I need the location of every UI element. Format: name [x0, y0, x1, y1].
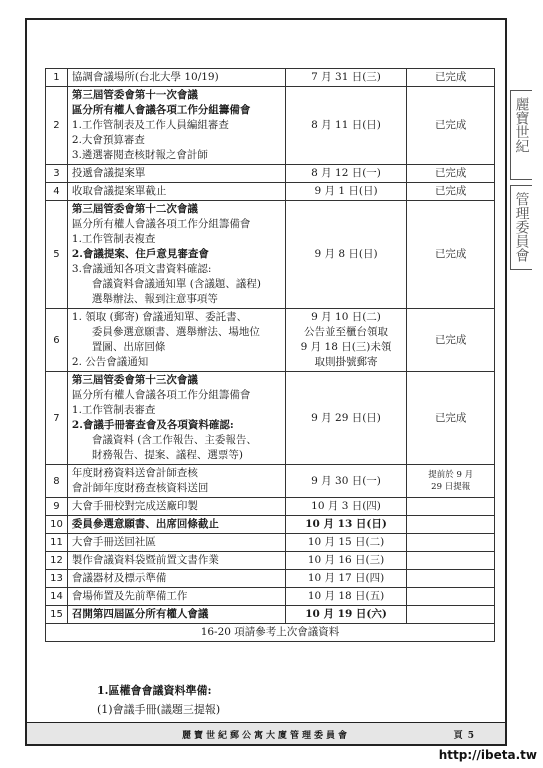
date-cell [285, 201, 407, 309]
task-line: 區分所有權人會議各項工作分組籌備會 [71, 218, 251, 230]
date-cell [285, 534, 407, 552]
date-line: 7 月 31 日(三) [311, 71, 381, 83]
table-row [46, 552, 495, 570]
table-row [46, 69, 495, 87]
date-line: 8 月 12 日(一) [311, 167, 381, 179]
row-number: 15 [46, 606, 68, 624]
table-row [46, 516, 495, 534]
task-cell [67, 183, 285, 201]
row-number: 1 [46, 69, 68, 87]
status-line: 已完成 [434, 119, 467, 131]
table-row [46, 87, 495, 165]
status-cell [407, 498, 495, 516]
date-line: 取則掛號郵寄 [314, 356, 378, 368]
row-number: 5 [46, 201, 68, 309]
footer-title: 麗寶世紀郵公寓大廈管理委員會 [181, 731, 350, 741]
task-cell [67, 165, 285, 183]
task-cell [67, 372, 285, 465]
task-line: 會場佈置及先前準備工作 [71, 590, 188, 602]
table-row [46, 465, 495, 498]
date-cell [285, 372, 407, 465]
task-line: 召開第四屆區分所有權人會議 [71, 608, 209, 620]
side-tab [510, 185, 532, 270]
task-line: 會議資料會議通知單 (含議題、議程) [91, 278, 261, 290]
status-cell [407, 588, 495, 606]
task-line: 2.大會預算審查 [71, 134, 145, 146]
side-tab-label: 管理委員會 [513, 192, 530, 262]
task-line: 投遞會議提案單 [71, 167, 146, 179]
date-line: 9 月 10 日(二) [311, 311, 381, 323]
task-cell [67, 588, 285, 606]
date-cell [285, 606, 407, 624]
status-line: 已完成 [434, 71, 467, 83]
side-tab-label: 麗寶世紀 [513, 97, 530, 153]
status-line: 已完成 [434, 333, 467, 346]
table-note: 16-20 項請參考上次會議資料 [46, 624, 495, 642]
task-line: 第三屆管委會第十一次會議 [71, 89, 198, 101]
status-cell [407, 372, 495, 465]
task-line: 委員參選意願書、選舉辦法、場地位 [91, 326, 260, 338]
table-row [46, 498, 495, 516]
date-line: 9 月 30 日(一) [311, 474, 381, 487]
date-line: 9 月 1 日(日) [314, 185, 378, 197]
date-cell [285, 183, 407, 201]
task-line: 3.會議通知各項文書資料確認: [71, 263, 212, 275]
row-number: 11 [46, 534, 68, 552]
task-line: 1. 領取 (郵寄) 會議通知單、委託書、 [71, 311, 248, 323]
table-row [46, 570, 495, 588]
row-number: 6 [46, 309, 68, 372]
status-cell [407, 465, 495, 498]
date-line: 10 月 19 日(六) [305, 608, 387, 620]
row-number: 7 [46, 372, 68, 465]
task-cell [67, 552, 285, 570]
task-line: 大會手冊送回社區 [71, 536, 156, 548]
task-line: 會議器材及標示準備 [71, 572, 167, 584]
row-number: 14 [46, 588, 68, 606]
task-cell [67, 516, 285, 534]
date-line: 10 月 3 日(四) [311, 500, 381, 512]
task-cell [67, 570, 285, 588]
table-row [46, 534, 495, 552]
status-cell [407, 69, 495, 87]
row-number: 9 [46, 498, 68, 516]
task-cell [67, 465, 285, 498]
task-line: 大會手冊校對完成送廠印製 [71, 500, 198, 512]
row-number: 10 [46, 516, 68, 534]
task-line: 置圖、出席回條 [91, 341, 166, 353]
table-row [46, 201, 495, 309]
task-line: 1.工作管制表審查 [71, 404, 156, 416]
row-number: 8 [46, 465, 68, 498]
task-line: 委員參選意願書、出席回條截止 [71, 518, 219, 530]
status-line: 提前於 9 月 [428, 470, 474, 480]
date-line: 公告並至櫃台領取 [304, 326, 389, 338]
status-cell [407, 201, 495, 309]
table-note-row [46, 624, 495, 642]
task-line: 財務報告、提案、議程、選票等) [91, 449, 244, 461]
date-cell [285, 570, 407, 588]
task-line: 2.會議手冊審查會及各項資料確認: [71, 419, 234, 431]
status-cell [407, 552, 495, 570]
task-line: 協調會議場所(台北大學 10/19) [71, 71, 219, 83]
status-cell [407, 570, 495, 588]
date-line: 9 月 8 日(日) [314, 248, 378, 260]
date-cell [285, 165, 407, 183]
table-row [46, 588, 495, 606]
status-line: 已完成 [434, 248, 467, 260]
status-cell [407, 606, 495, 624]
task-cell [67, 534, 285, 552]
status-cell [407, 309, 495, 372]
section-item: (1)會議手冊(議題三提報) [97, 703, 221, 716]
task-line: 區分所有權人會議各項工作分組籌備會 [71, 389, 251, 401]
date-cell [285, 552, 407, 570]
status-cell [407, 183, 495, 201]
date-cell [285, 516, 407, 534]
row-number: 3 [46, 165, 68, 183]
row-number: 4 [46, 183, 68, 201]
task-line: 製作會議資料袋暨前置文書作業 [71, 554, 219, 566]
status-line: 已完成 [434, 411, 467, 424]
page-footer [27, 722, 505, 744]
task-cell [67, 309, 285, 372]
date-line: 10 月 17 日(四) [307, 572, 385, 584]
status-cell [407, 87, 495, 165]
table-row [46, 606, 495, 624]
task-line: 第三屆管委會第十二次會議 [71, 203, 198, 215]
task-cell [67, 87, 285, 165]
date-cell [285, 87, 407, 165]
table-row [46, 165, 495, 183]
task-cell [67, 69, 285, 87]
task-line: 區分所有權人會議各項工作分組籌備會 [71, 104, 251, 116]
table-row [46, 183, 495, 201]
date-cell [285, 69, 407, 87]
row-number: 2 [46, 87, 68, 165]
date-line: 10 月 15 日(二) [307, 536, 385, 548]
task-line: 會議資料 (含工作報告、主委報告、 [91, 434, 257, 446]
status-cell [407, 534, 495, 552]
table-row [46, 372, 495, 465]
date-line: 10 月 13 日(日) [305, 518, 387, 530]
date-cell [285, 309, 407, 372]
date-line: 10 月 18 日(五) [307, 590, 385, 602]
schedule-table [45, 68, 495, 642]
task-line: 第三屆管委會第十三次會議 [71, 374, 198, 386]
task-cell [67, 201, 285, 309]
side-tab [510, 90, 532, 180]
row-number: 12 [46, 552, 68, 570]
status-line: 已完成 [434, 167, 467, 179]
date-cell [285, 588, 407, 606]
watermark-url: http://ibeta.tw [438, 748, 537, 762]
row-number: 13 [46, 570, 68, 588]
document-page [25, 18, 507, 746]
status-line: 已完成 [434, 185, 467, 197]
task-line: 3.遴選審閱查核財報之會計師 [71, 149, 208, 161]
date-line: 9 月 29 日(日) [311, 411, 381, 424]
task-line: 2.會議提案、住戶意見審查會 [71, 248, 209, 260]
section-heading: 1.區權會會議資料準備: [97, 684, 212, 697]
task-cell [67, 606, 285, 624]
status-cell [407, 516, 495, 534]
date-cell [285, 465, 407, 498]
task-line: 收取會議提案單截止 [71, 185, 167, 197]
date-line: 9 月 18 日(三)未領 [300, 341, 392, 353]
task-line: 會計師年度財務查核資料送回 [71, 482, 209, 494]
status-cell [407, 165, 495, 183]
date-cell [285, 498, 407, 516]
task-line: 1.工作管制表及工作人員編組審查 [71, 119, 229, 131]
date-line: 10 月 16 日(三) [307, 554, 385, 566]
task-line: 選舉辦法、報到注意事項等 [91, 293, 218, 305]
task-line: 1.工作管制表複查 [71, 233, 156, 245]
page-number: 頁 5 [453, 731, 475, 741]
table-row [46, 309, 495, 372]
task-line: 2. 公告會議通知 [71, 356, 149, 368]
task-cell [67, 498, 285, 516]
task-line: 年度財務資料送會計師查核 [71, 467, 198, 479]
date-line: 8 月 11 日(日) [311, 119, 381, 131]
status-line: 29 日提報 [431, 482, 471, 492]
